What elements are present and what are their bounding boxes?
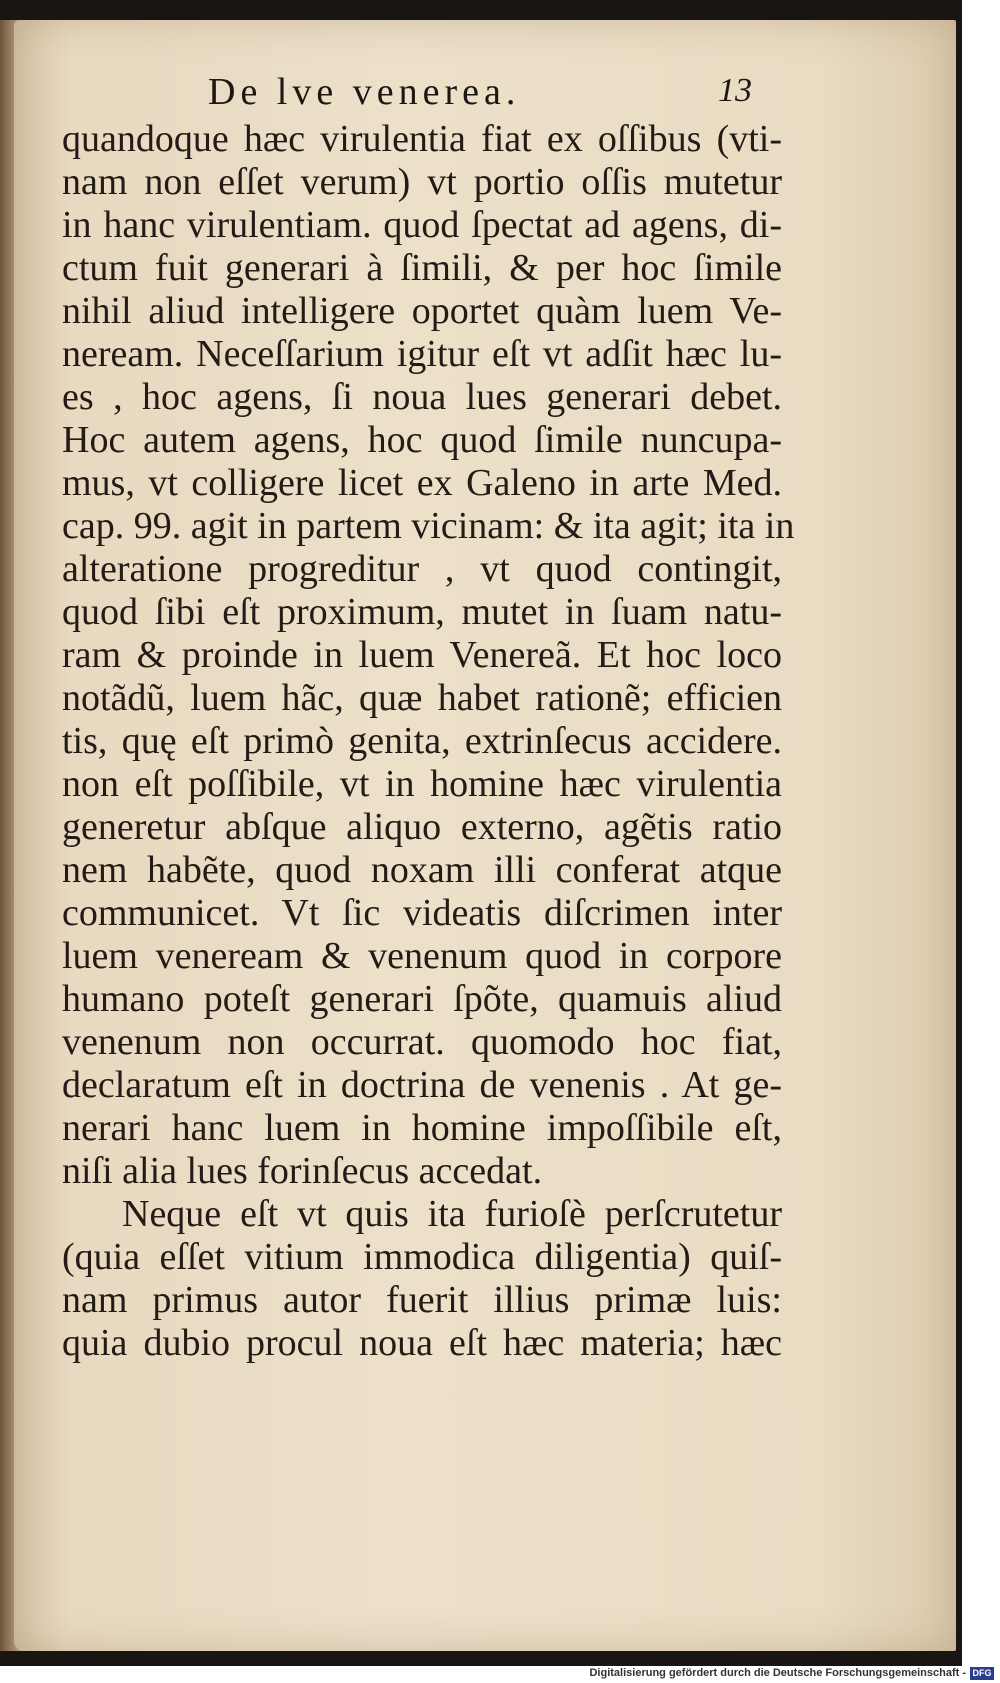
text-line: non eſt poſſibile, vt in homine hæc virulentia	[62, 763, 782, 805]
text-line: humano poteſt generari ſpõte, quamuis aliud	[62, 978, 782, 1020]
dfg-logo: DFG	[970, 1667, 994, 1680]
text-line: neream. Neceſſarium igitur eſt vt adſit hæc lu-	[62, 333, 782, 375]
text-line: nerari hanc luem in homine impoſſibile eſt,	[62, 1107, 782, 1149]
text-line: in hanc virulentiam. quod ſpectat ad agens, di-	[62, 204, 782, 246]
text-line: declaratum eſt in doctrina de venenis . At ge-	[62, 1064, 782, 1106]
text-line: ram & proinde in luem Venereã. Et hoc loco	[62, 634, 782, 676]
running-head: De lve venerea.	[208, 71, 521, 113]
text-line: nihil aliud intelligere oportet quàm luem Ve-	[62, 290, 782, 332]
page-number: 13	[718, 72, 752, 109]
text-line: (quia eſſet vitium immodica diligentia) quiſ-	[62, 1236, 782, 1278]
text-line: nam non eſſet verum) vt portio oſſis mutetur	[62, 161, 782, 203]
text-line: quia dubio procul noua eſt hæc materia; hæc	[62, 1322, 782, 1364]
text-line: niſi alia lues forinſecus accedat.	[62, 1150, 543, 1192]
text-line: luem veneream & venenum quod in corpore	[62, 935, 782, 977]
text-line: quandoque hæc virulentia fiat ex oſſibus (vti-	[62, 118, 782, 160]
text-line: communicet. Vt ſic videatis diſcrimen inter	[62, 892, 782, 934]
text-line: Hoc autem agens, hoc quod ſimile nuncupa-	[62, 419, 782, 461]
text-line: alteratione progreditur , vt quod contingit,	[62, 548, 782, 590]
text-line: nem habẽte, quod noxam illi conferat atque	[62, 849, 782, 891]
text-line: quod ſibi eſt proximum, mutet in ſuam natu-	[62, 591, 782, 633]
text-line: ctum fuit generari à ſimili, & per hoc ſimile	[62, 247, 782, 289]
text-line: notãdũ, luem hãc, quæ habet rationẽ; efficien	[62, 677, 782, 719]
text-line: cap. 99. agit in partem vicinam: & ita agit; ita in	[62, 505, 795, 547]
text-line: generetur abſque aliquo externo, agẽtis ratio	[62, 806, 782, 848]
text-line: nam primus autor fuerit illius primæ luis:	[62, 1279, 782, 1321]
text-line: tis, quę eſt primò genita, extrinſecus accidere.	[62, 720, 782, 762]
body-text	[62, 118, 795, 1365]
text-line: es , hoc agens, ſi noua lues generari debet.	[62, 376, 782, 418]
text-line: venenum non occurrat. quomodo hoc fiat,	[62, 1021, 782, 1063]
paragraph-start-line: Neque eſt vt quis ita furioſè perſcrutetur	[122, 1193, 782, 1235]
text-line: mus, vt colligere licet ex Galeno in arte Med.	[62, 462, 782, 504]
footer-credit: Digitalisierung gefördert durch die Deutsche Forschungsgemeinschaft -	[589, 1667, 966, 1679]
